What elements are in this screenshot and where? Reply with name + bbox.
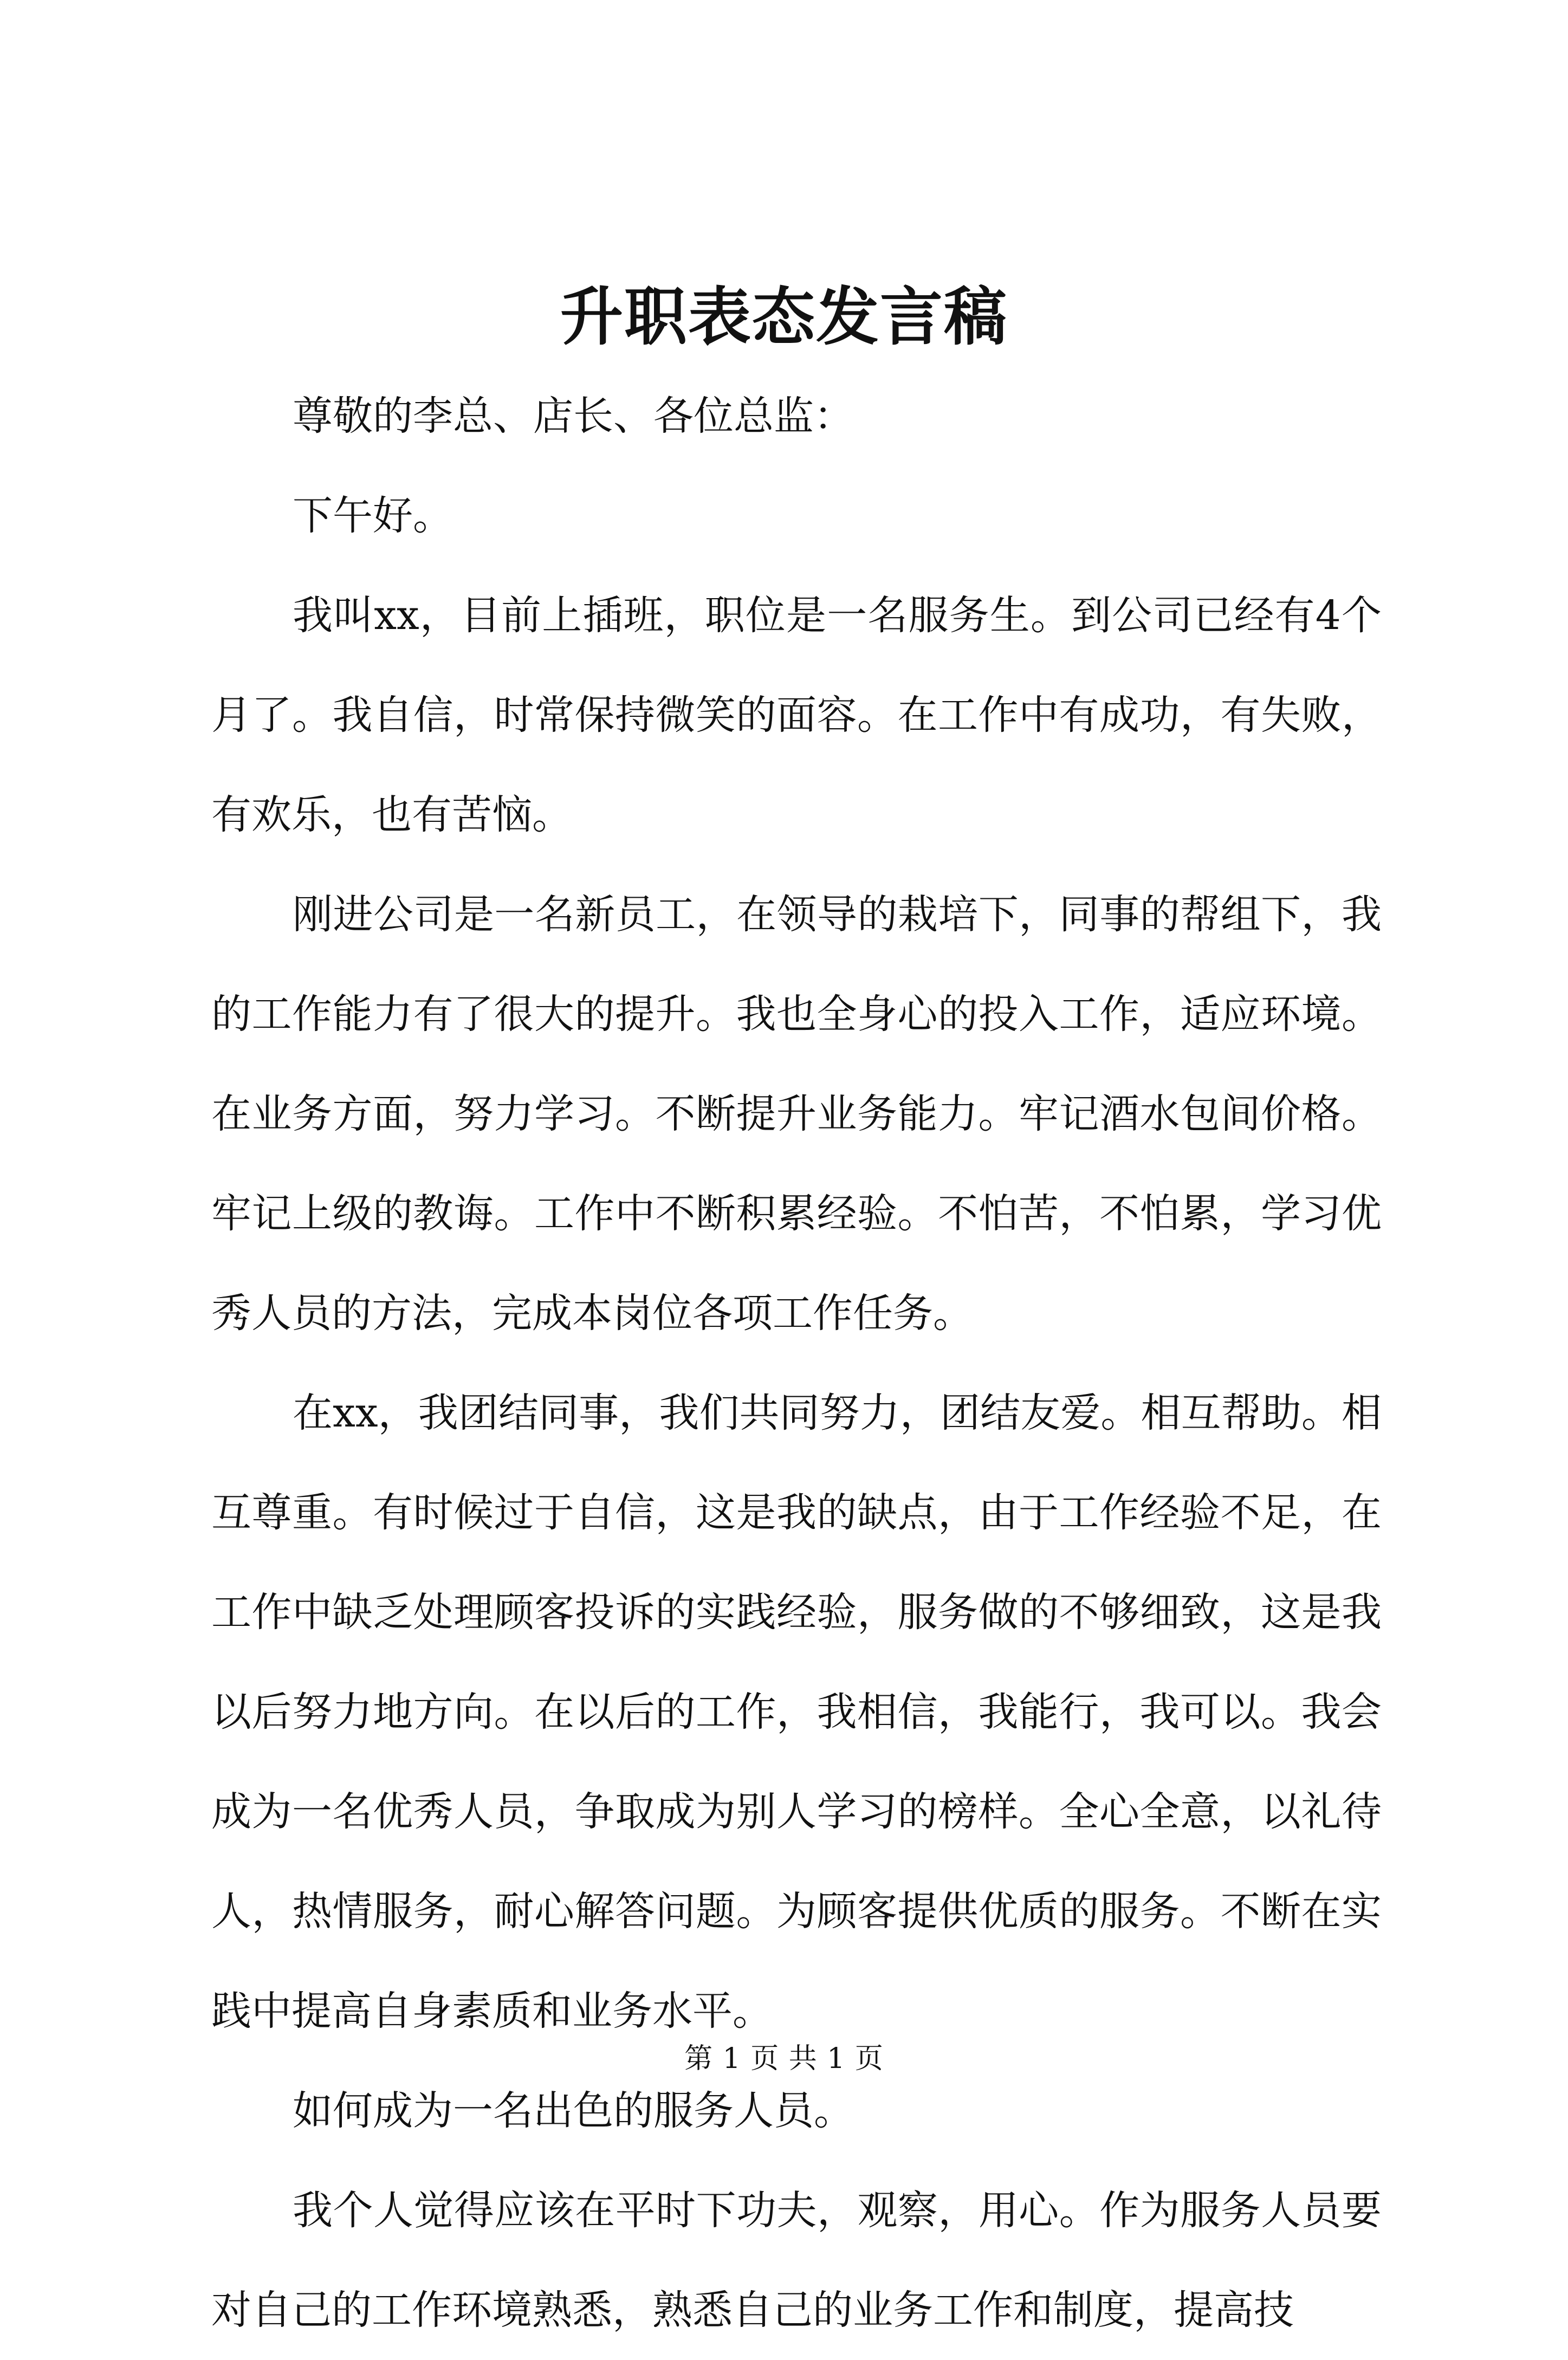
body-paragraph: 刚进公司是一名新员工，在领导的栽培下，同事的帮组下，我的工作能力有了很大的提升。我也全身心的投入工作，适应环境。在业务方面，努力学习。不断提升业务能力。牢记酒水包间价格。牢记上级的教诲。工作中不断积累经验。不怕苦，不怕累，学习优秀人员的方法，完成本岗位各项工作任务。: [211, 891, 1382, 1337]
greeting-paragraph: 下午好。: [293, 492, 453, 539]
page-number-footer: 第 1 页 共 1 页: [684, 2043, 884, 2075]
body-paragraph: 我叫xx，目前上插班，职位是一名服务生。到公司已经有4个月了。我自信，时常保持微笑的面容。在工作中有成功，有失败，有欢乐，也有苦恼。: [211, 592, 1382, 838]
salutation-paragraph: 尊敬的李总、店长、各位总监：: [293, 393, 854, 439]
body-paragraph: 我个人觉得应该在平时下功夫，观察，用心。作为服务人员要对自己的工作环境熟悉，熟悉自己的业务工作和制度，提高技: [211, 2187, 1382, 2333]
document-title: 升职表态发言稿: [560, 280, 1008, 354]
body-paragraph: 在xx，我团结同事，我们共同努力，团结友爱。相互帮助。相互尊重。有时候过于自信，这是我的缺点，由于工作经验不足，在工作中缺乏处理顾客投诉的实践经验，服务做的不够细致，这是我以后努力地方向。在以后的工作，我相信，我能行，我可以。我会成为一名优秀人员，争取成为别人学习的榜样。全心全意，以礼待人，热情服务，耐心解答问题。为顾客提供优质的服务。不断在实践中提高自身素质和业务水平。: [211, 1390, 1382, 2034]
body-paragraph: 如何成为一名出色的服务人员。: [293, 2087, 854, 2134]
